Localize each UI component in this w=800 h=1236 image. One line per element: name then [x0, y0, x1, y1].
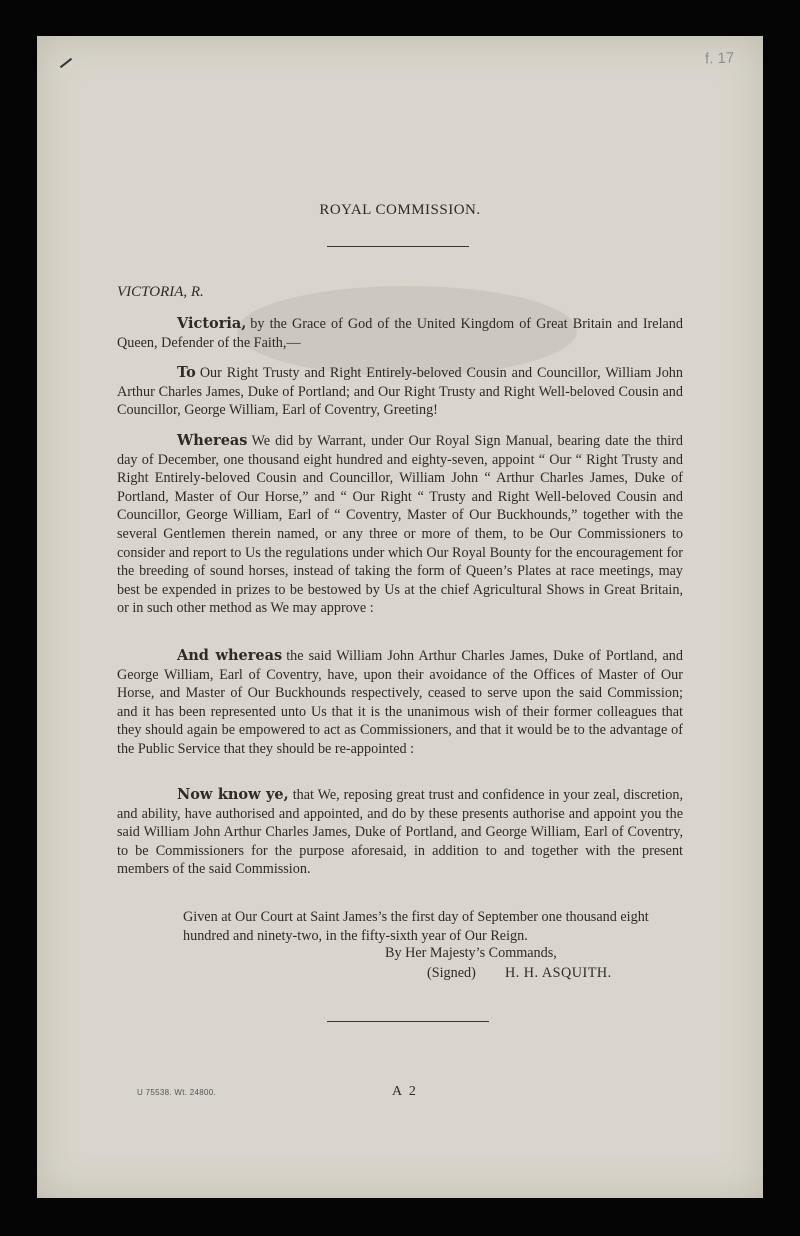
folio-number: f. 17: [704, 49, 735, 68]
paragraph-text: Our Right Trusty and Right Entirely-beloved Cousin and Councillor, William John Arthur Charles James, Duke of Portland; and Our Right Trusty and Right Well-beloved Cousin and Councillor, George William, Earl of Coventry, Greeting!: [117, 365, 683, 419]
closing-rule: [327, 1021, 489, 1022]
given-at-court: Given at Our Court at Saint James’s the first day of September one thousand eight hundred and ninety-two, in the fifty-sixth year of Our Reign.: [183, 909, 649, 944]
paragraph-lead: And whereas: [177, 647, 283, 664]
page-title: ROYAL COMMISSION.: [319, 202, 481, 218]
signed-label: (Signed): [427, 965, 476, 981]
paragraph-lead: Now know ye,: [177, 786, 289, 803]
sovereign-signature: VICTORIA, R.: [117, 284, 204, 300]
by-command-line: By Her Majesty’s Commands,: [385, 945, 557, 961]
printer-signature-mark: A 2: [392, 1084, 418, 1099]
title-rule: [327, 246, 469, 247]
paragraph-to: [117, 364, 683, 420]
signatory-name: H. H. ASQUITH.: [504, 965, 612, 981]
paragraph-now-know-ye: [117, 786, 683, 879]
paragraph-whereas: [117, 432, 683, 618]
paragraph-text: by the Grace of God of the United Kingdom of Great Britain and Ireland Queen, Defender of the Faith,—: [117, 316, 683, 351]
signed-line: [427, 965, 612, 982]
paragraph-lead: Victoria,: [177, 315, 247, 332]
paragraph-victoria: [117, 315, 683, 352]
paragraph-text: We did by Warrant, under Our Royal Sign Manual, bearing date the third day of December, one thousand eight hundred and eighty-seven, appoint “ Our “ Right Trusty and Right Entirely-beloved Cousin and Councillor, William John “ Arthur Charles James, Duke of Portland, Master of Our Horse,” and “ Our Right “ Trusty and Right Well-beloved Cousin and Councillor, George William, Earl of “ Coventry, Master of Our Buckhounds,” together with the several Gentlemen therein named, or any three or more of them, to be Our Commissioners to consider and report to Us the regulations under which Our Royal Bounty for the encouragement for the breeding of sound horses, instead of taking the form of Queen’s Plates at race meetings, may best be expended in prizes to be bestowed by Us at the chief Agricultural Shows in Great Britain, or in such other method as We may approve :: [117, 433, 683, 617]
paragraph-text: that We, reposing great trust and confidence in your zeal, discretion, and ability, have authorised and appointed, and do by these presents authorise and appoint you the said William John Arthur Charles James, Duke of Portland, and George William, Earl of Coventry, to be Commissioners for the purpose aforesaid, in addition to and together with the present members of the said Commission.: [117, 787, 683, 878]
pencil-tick-mark: [60, 58, 72, 68]
document-page: [37, 36, 763, 1198]
print-code: U 75538. Wt. 24800.: [137, 1088, 217, 1097]
paragraph-lead: To: [177, 364, 196, 381]
paragraph-lead: Whereas: [177, 432, 248, 449]
paragraph-and-whereas: [117, 647, 683, 759]
paragraph-text: the said William John Arthur Charles James, Duke of Portland, and George William, Earl of Coventry, have, upon their avoidance of the Offices of Master of Our Horse, and Master of Our Buckhounds respectively, ceased to serve upon the said Commission; and it has been represented unto Us that it is the unanimous wish of their former colleagues that they should again be empowered to act as Commissioners, and that it would be to the advantage of the Public Service that they should be re-appointed :: [117, 648, 683, 757]
